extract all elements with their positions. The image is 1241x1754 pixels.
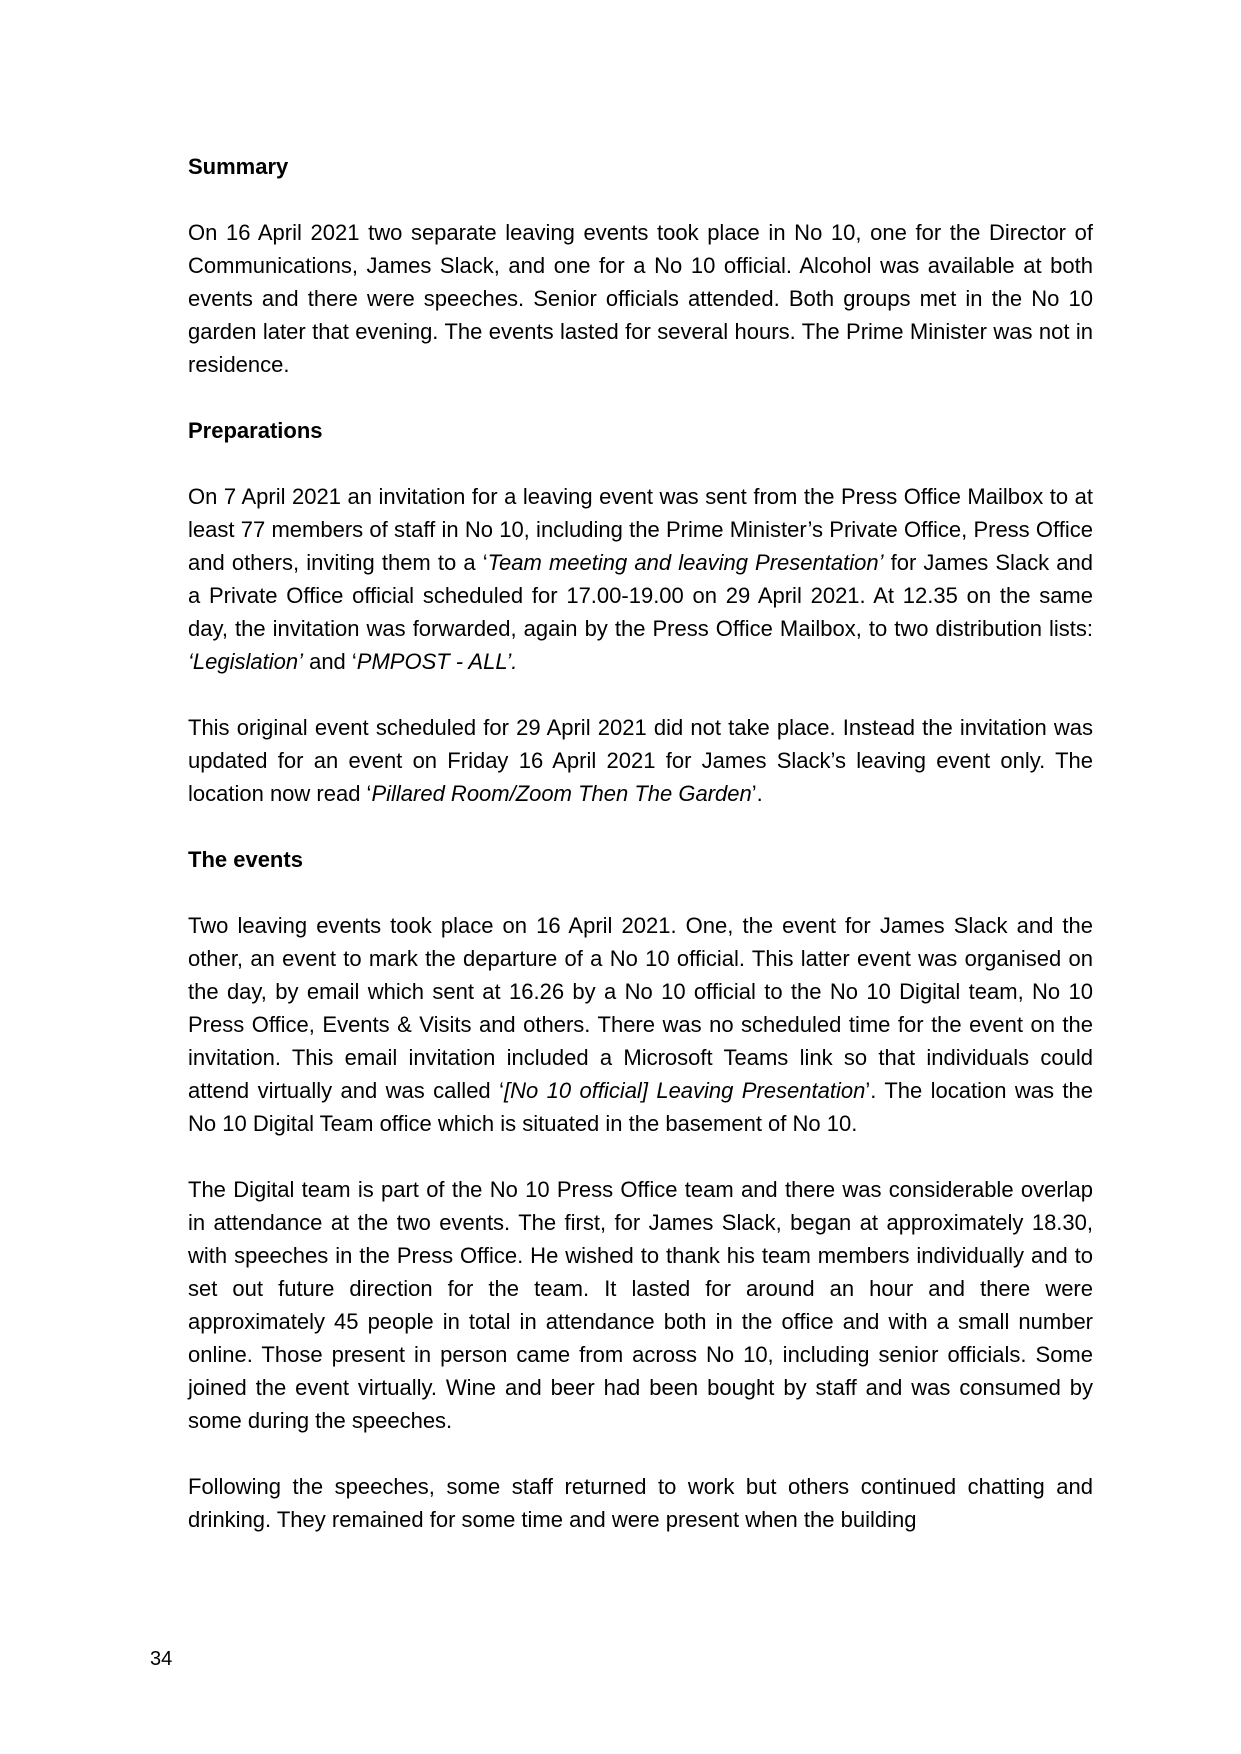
section-heading: The events [188,847,303,872]
text-run: and ‘ [302,649,357,674]
text-run: for James Slack and a Private Office official scheduled for 17.00-19.00 on 29 April 2021. At 12.35 on the same day, the invitation was forwarded, again by the Press Office Mailbox, to two distribution lists: [188,550,1093,641]
document-page [188,150,1093,1569]
italic-text-run: Team meeting and leaving Presentation’ [487,550,884,575]
section-heading: Preparations [188,418,323,443]
paragraph [188,909,1093,1140]
text-run: This original event scheduled for 29 April 2021 did not take place. Instead the invitation was updated for an event on Friday 16 April 2021 for James Slack’s leaving event only. The location now read ‘ [188,715,1093,806]
section-the-events [188,843,1093,1536]
text-run: Following the speeches, some staff returned to work but others continued chatting and drinking. They remained for some time and were present when the building [188,1474,1093,1532]
paragraph [188,480,1093,678]
text-run: The Digital team is part of the No 10 Press Office team and there was considerable overlap in attendance at the two events. The first, for James Slack, began at approximately 18.30, with speeches in the Press Office. He wished to thank his team members individually and to set out future direction for the team. It lasted for around an hour and there were approximately 45 people in total in attendance both in the office and with a small number online. Those present in person came from across No 10, including senior officials. Some joined the event virtually. Wine and beer had been bought by staff and was consumed by some during the speeches. [188,1177,1093,1433]
paragraph [188,216,1093,381]
text-run: On 16 April 2021 two separate leaving events took place in No 10, one for the Director of Communications, James Slack, and one for a No 10 official. Alcohol was available at both events and there were speeches. Senior officials attended. Both groups met in the No 10 garden later that evening. The events lasted for several hours. The Prime Minister was not in residence. [188,220,1093,377]
text-run: ’. [751,781,763,806]
page-number: 34 [150,1648,173,1670]
italic-text-run: [No 10 official] Leaving Presentation [503,1078,866,1103]
text-run: ’. The location was the No 10 Digital Team office which is situated in the basement of No 10. [188,1078,1094,1136]
paragraph [188,711,1093,810]
italic-text-run: Pillared Room/Zoom Then The Garden [371,781,752,806]
section-preparations [188,414,1093,810]
text-run: On 7 April 2021 an invitation for a leaving event was sent from the Press Office Mailbox to at least 77 members of staff in No 10, including the Prime Minister’s Private Office, Press Office and others, inviting them to a ‘ [188,484,1093,575]
italic-text-run: PMPOST - ALL’. [356,649,518,674]
italic-text-run: ‘Legislation’ [188,649,303,674]
paragraph [188,1173,1093,1437]
paragraph [188,1470,1093,1536]
text-run: Two leaving events took place on 16 April 2021. One, the event for James Slack and the other, an event to mark the departure of a No 10 official. This latter event was organised on the day, by email which sent at 16.26 by a No 10 official to the No 10 Digital team, No 10 Press Office, Events & Visits and others. There was no scheduled time for the event on the invitation. This email invitation included a Microsoft Teams link so that individuals could attend virtually and was called ‘ [188,913,1093,1103]
section-summary [188,150,1093,381]
section-heading: Summary [188,154,289,179]
